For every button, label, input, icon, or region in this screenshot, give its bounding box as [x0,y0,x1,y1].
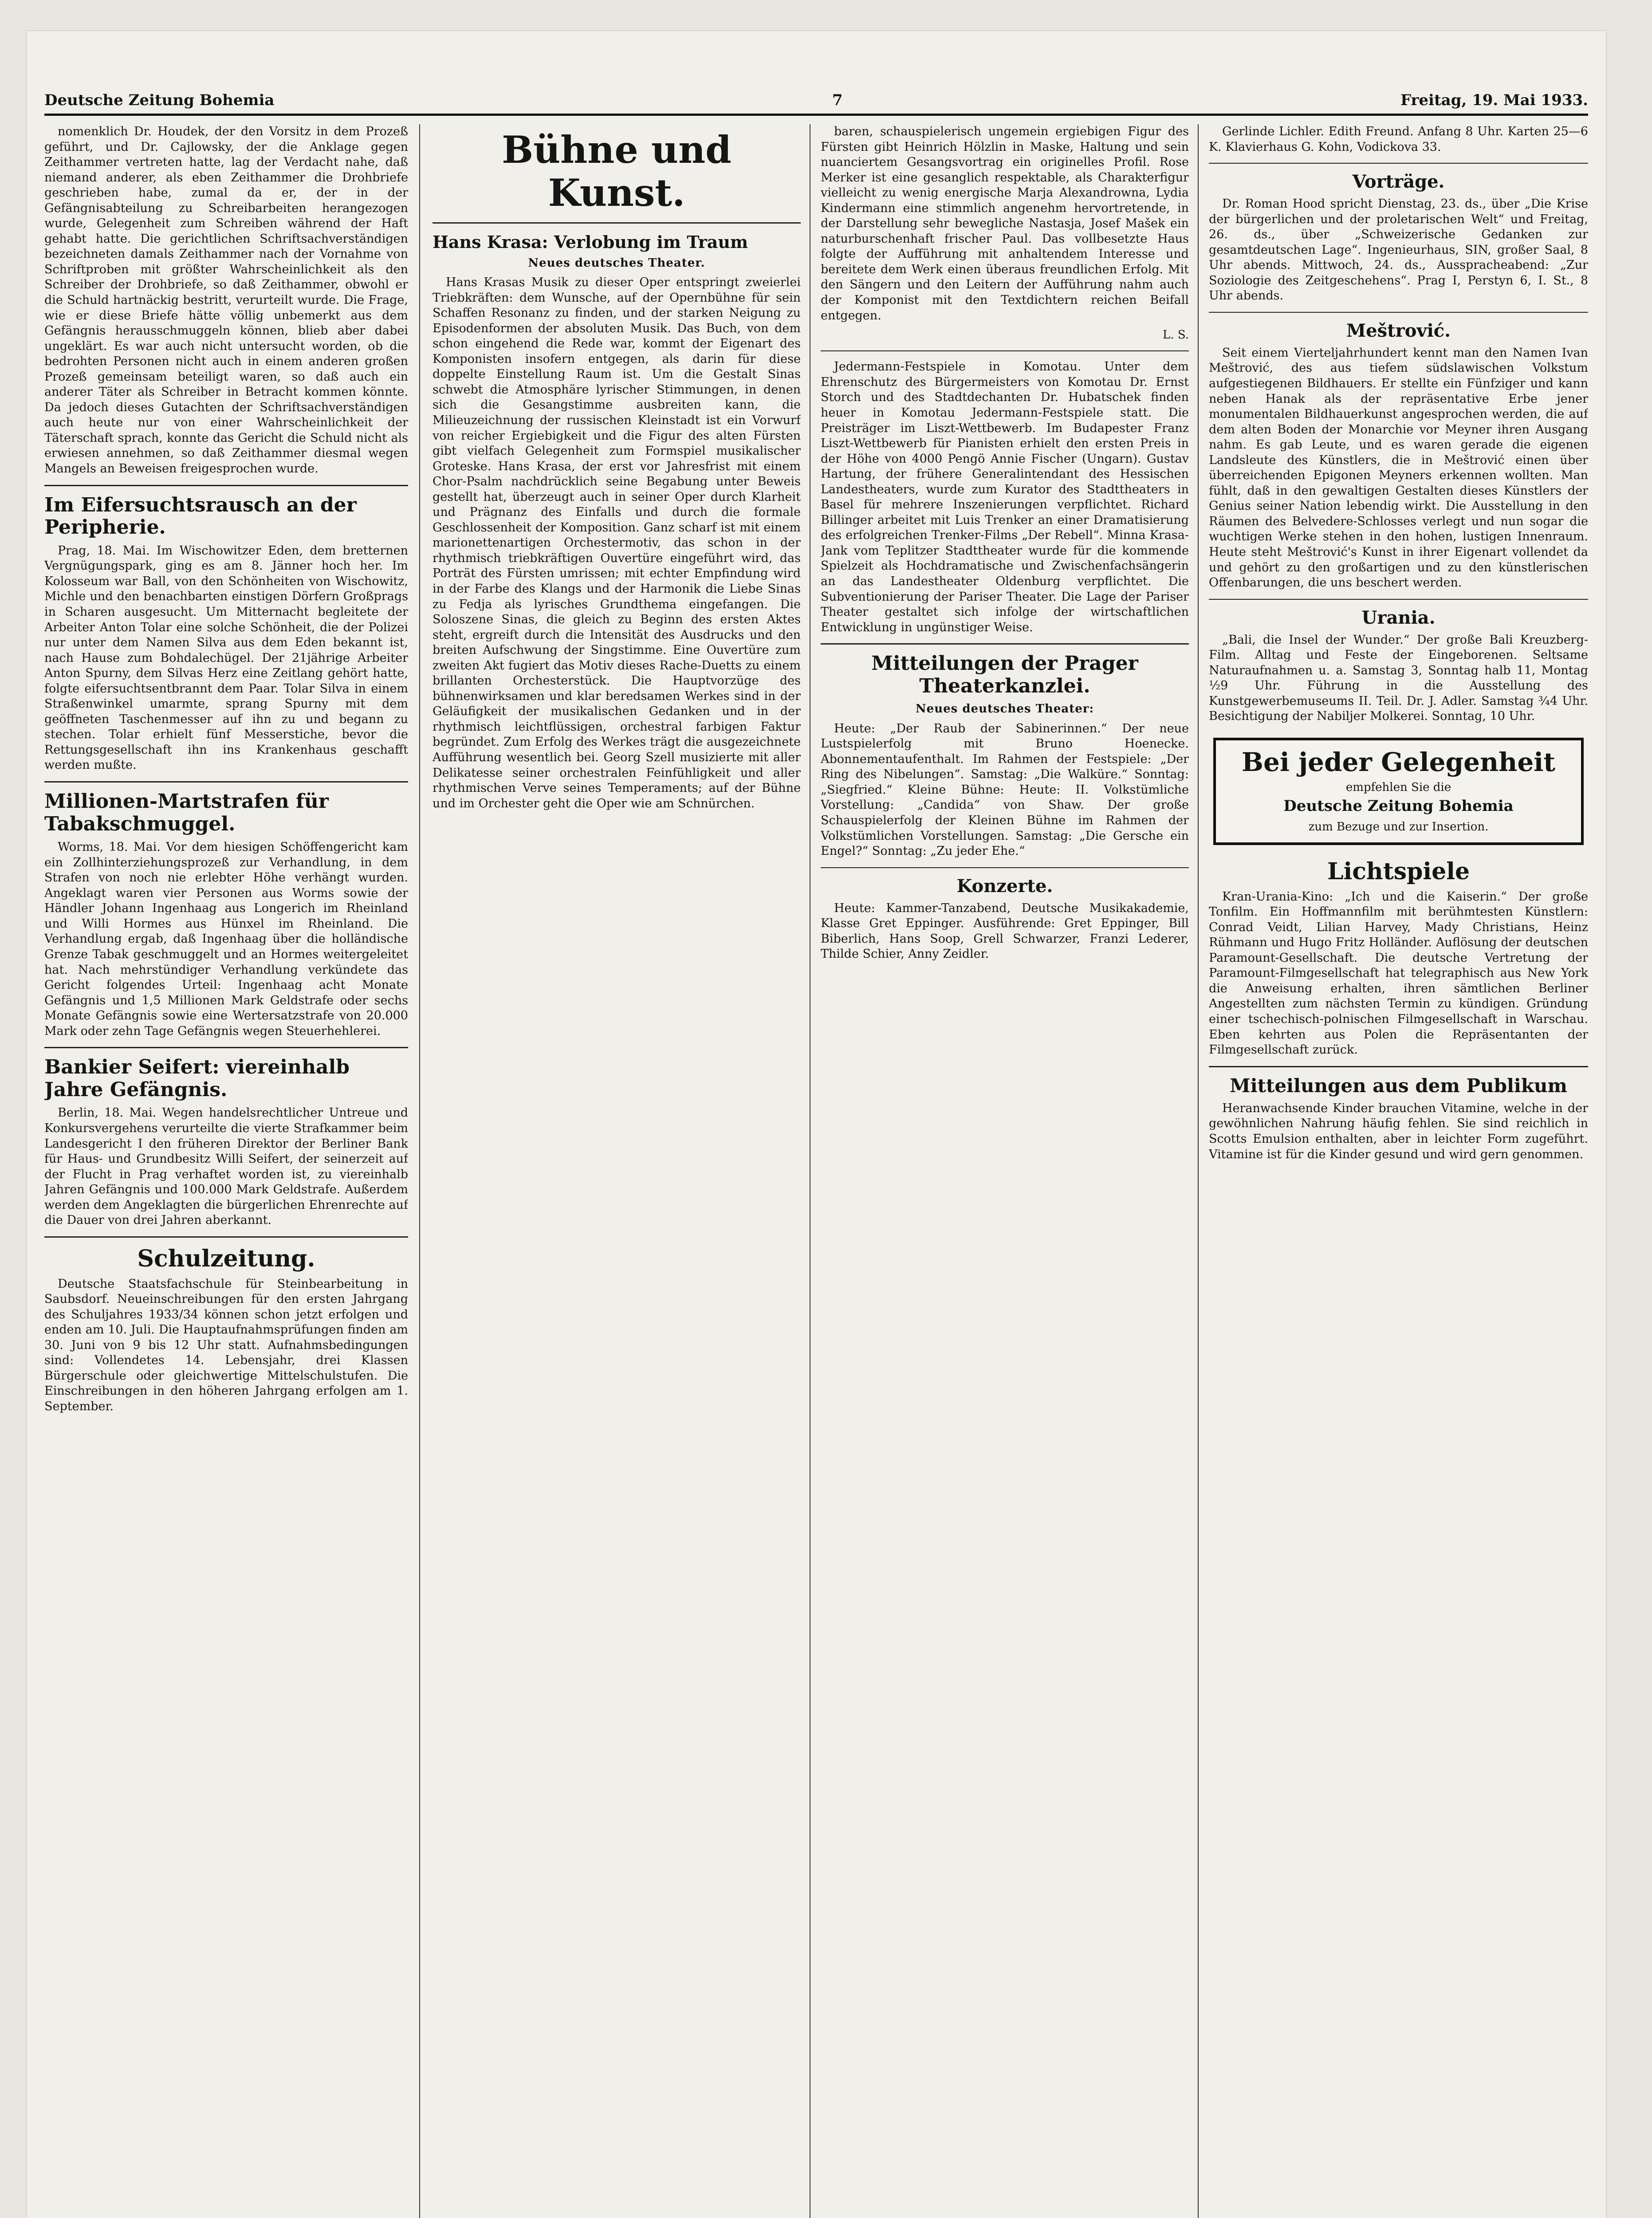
urania-body: „Bali, die Insel der Wunder.“ Der große Bali Kreuzberg-Film. Alltag und Feste der Eingeborenen. Seltsame Naturaufnahmen u. a. Samstag 3, Sonntag halb 11, Montag ½9 Uhr. Führung in die Ausstellung des Kunstgewerbemuseums II. Teil. Dr. J. Adler. Samstag ¾4 Uhr. Besichtigung der Nabiljer Molkerei. Sonntag, 10 Uhr. [1209,633,1588,724]
ad-brand: Deutsche Zeitung Bohemia [1283,797,1514,815]
section-title: Bühne und Kunst. [502,128,732,215]
theater-kicker: Neues deutsches Theater: [915,702,1094,716]
divider [44,1236,408,1238]
divider [433,222,801,224]
divider [44,781,408,783]
mestrovic-headline: Meštrović. [1346,320,1451,341]
talks-body: Dr. Roman Hood spricht Dienstag, 23. ds., über „Die Krise der bürgerlichen und der proletarischen Welt“ und Freitag, 26. ds., über „Schweizerische Gedanken zur gesamtdeutschen Lage“. Ingenieurhaus, SIN, großer Saal, 8 Uhr abends. Mittwoch, 24. ds., Ausspracheabend: „Zur Soziologie des Zeitgeschehens“. Prag I, Perstyn 6, I. St., 8 Uhr abends. [1209,197,1588,303]
column-rule [419,124,420,2218]
divider [1209,312,1588,313]
column-3 [821,124,1189,2218]
article-continuation: nomenklich Dr. Houdek, der den Vorsitz in dem Prozeß geführt, und Dr. Cajlowsky, der die Anklage gegen Zeithammer vertreten hatte, lag der Verdacht nahe, daß niemand anderer, als eben Zeithammer die Drohbriefe geschrieben habe, zumal da er, der in der Gefängnisabteilung zu Schreibarbeiten herangezogen wurde, Gelegenheit zum Schreiben während der Haft gehabt hatte. Die gerichtlichen Schriftsachverständigen bezeichneten damals Zeithammer nach der Vornahme von Schriftproben mit größter Wahrscheinlichkeit als den Schreiber der Drohbriefe, so daß Zeithammer, obwohl er die Schuld hartnäckig bestritt, verurteilt wurde. Die Frage, wie er diese Briefe hätte völlig unbemerkt aus dem Gefängnis herausschmuggeln können, blieb aber dabei ungeklärt. Es war auch nicht untersucht worden, ob die bedrohten Personen nicht auch in einem anderen großen Prozeß gemeinsam beteiligt waren, so daß auch ein anderer Täter als Schreiber in Betracht kommen könnte. Da jedoch dieses Gutachten der Schriftsachverständigen auch heute nur von einer Wahrscheinlichkeit der Täterschaft sprach, konnte das Gericht die Schuld nicht als erwiesen annehmen, so daß Zeithammer diesmal wegen Mangels an Beweisen freigesprochen wurde. [44,125,408,476]
article-body: Deutsche Staatsfachschule für Steinbearbeitung in Saubsdorf. Neueinschreibungen für den ersten Jahrgang des Schuljahres 1933/34 können schon jetzt erfolgen und enden am 10. Juli. Die Hauptaufnahmsprüfungen finden am 30. Juni von 9 bis 12 Uhr statt. Aufnahmsbedingungen sind: Vollendetes 14. Lebensjahr, drei Klassen Bürgerschule oder gleichwertige Mittelschulstufen. Die Einschreibungen in den höheren Jahrgang erfolgen am 1. September. [44,1277,408,1413]
issue-date: Freitag, 19. Mai 1933. [1400,91,1588,109]
public-headline: Mitteilungen aus dem Publikum [1230,1074,1567,1097]
article-headline: Millionen-Martstrafen für Tabakschmuggel. [44,790,329,835]
review-kicker: Neues deutsches Theater. [528,256,705,270]
column-1 [44,124,408,2218]
listing-text: Gerlinde Lichler. Edith Freund. Anfang 8 Uhr. Karten 25—6 K. Klavierhaus G. Kohn, Vodickova 33. [1209,125,1588,154]
newspaper-page [27,31,1606,2218]
divider [44,485,408,486]
article-body: Worms, 18. Mai. Vor dem hiesigen Schöffengericht kam ein Zollhinterziehungsprozeß zur Verhandlung, in dem Strafen von noch nie erlebter Höhe verhängt wurden. Angeklagt waren vier Personen aus Worms sowie der Händler Johann Ingenhaag aus Longerich im Rheinland und Willi Hormes aus Hünxel im Rheinland. Die Verhandlung ergab, daß Ingenhaag über die holländische Grenze Tabak geschmuggelt und an Hormes weitergeleitet hat. Nach mehrstündiger Verhandlung verkündete das Gericht folgendes Urteil: Ingenhaag acht Monate Gefängnis und 1,5 Millionen Mark Geldstrafe oder sechs Monate Gefängnis sowie eine Wertersatzstrafe von 20.000 Mark oder zehn Tage Gefängnis wegen Steuerhehlerei. [44,840,408,1038]
theater-program: Heute: „Der Raub der Sabinerinnen.“ Der neue Lustspielerfolg mit Bruno Hoenecke. Abonnementaufenthalt. Im Rahmen der Festspiele: „Der Ring des Nibelungen“. Samstag: „Die Walküre.“ Sonntag: „Siegfried.“ Kleine Bühne: Heute: II. Volkstümliche Vorstellung: „Candida“ von Shaw. Der große Schauspielerfolg der Kleinen Bühne im Rahmen der Volkstümlichen Vorstellungen. Samstag: „Die Gersche ein Engel?“ Sonntag: „Zu jeder Ehe.“ [821,721,1189,858]
column-2 [433,124,801,2218]
section-headline: Schulzeitung. [137,1245,315,1272]
advertisement [1213,738,1584,845]
public-body: Heranwachsende Kinder brauchen Vitamine, welche in der gewöhnlichen Nahrung häufig fehlen. Sie sind reichlich in Scotts Emulsion enthalten, aber in leichter Form zugeführt. Vitamine ist für die Kinder gesund und wird gern genommen. [1209,1101,1588,1161]
film-headline: Lichtspiele [1327,857,1470,885]
review-signature: L. S. [1163,328,1189,342]
page-number: 7 [832,91,843,109]
urania-headline: Urania. [1361,607,1436,628]
review-body: Hans Krasas Musik zu dieser Oper entspringt zweierlei Triebkräften: dem Wunsche, auf der Opernbühne für sein Schaffen Resonanz zu finden, und der starken Neigung zu Episodenformen der absoluten Musik. Das Buch, von dem schon eingehend die Rede war, kommt der Eigenart des Komponisten insofern entgegen, als darin für diese doppelte Einstellung Raum ist. Um die Gestalt Sinas schwebt die Atmosphäre lyrischer Stimmungen, in denen sich die Gesangstimme ausbreiten kann, die Milieuzeichnung der russischen Kleinstadt ist ein Vorwurf von reicher Ergiebigkeit und die Figur des alten Fürsten gibt vielfach Gelegenheit zum Formspiel musikalischer Groteske. Hans Krasa, der erst vor Jahresfrist mit einem Chor-Psalm nachdrücklich seine Begabung unter Beweis gestellt hat, überzeugt auch in seiner Oper durch Klarheit und Prägnanz des Einfalls und durch die formale Geschlossenheit der Komposition. Ganz scharf ist mit einem marionettenartigen Orchestermotiv, das schon in der rhythmisch triebkräftigen Ouvertüre eingeführt wird, das Porträt des Fürsten umrissen; mit echter Empfindung wird in der Farbe des Klangs und der Harmonik die Liebe Sinas zu Fedja als lyrisches Grundthema eingefangen. Die Soloszene Sinas, die gleich zu Beginn des ersten Aktes steht, ergreift durch die Intensität des Ausdrucks und den breiten Aufschwung der Singstimme. Eine Ouvertüre zum zweiten Akt fugiert das Motiv dieses Rache-Duetts zu einem brillanten Orchesterstück. Die Hauptvorzüge des bühnenwirksamen und klar beredsamen Werkes sind in der Geläufigkeit der musikalischen Gedanken und in der rhythmisch leichtflüssigen, orchestral farbigen Faktur begründet. Zum Erfolg des Werkes trägt die ausgezeichnete Aufführung wesentlich bei. Georg Szell musizierte mit aller Delikatesse seiner orchestralen Feinfühligkeit und aller rhythmischen Verve seines Temperaments; auf der Bühne und im Orchester geht die Oper wie am Schnürchen. [433,275,801,810]
divider [1209,1066,1588,1067]
article-headline: Im Eifersuchtsrausch an der Peripherie. [44,493,357,539]
theater-headline: Mitteilungen der Prager Theaterkanzlei. [871,652,1138,697]
article-body: Prag, 18. Mai. Im Wischowitzer Eden, dem bretternen Vergnügungspark, ging es am 8. Jänner hoch her. Im Kolosseum war Ball, von den Schönheiten von Wischowitz, Michle und den benachbarten einstigen Dörfern Großprags in Scharen ausgesucht. Um Mitternacht begleitete der Arbeiter Anton Tolar eine solche Schönheit, die der Polizei nur unter dem Namen Silva aus dem Eden bekannt ist, nach Hause zum Bohdalechügel. Der 21jährige Arbeiter Anton Spurny, dem Silvas Herz eine Zeitlang gehört hatte, folgte eifersuchtsentbrannt dem Paar. Tolar Silva in einem Straßenwinkel umarmte, sprang Spurny mit dem geöffneten Taschenmesser auf ihn zu und begann zu stechen. Tolar erhielt fünf Messerstiche, bevor die Rettungsgesellschaft ihn ins Krankenhaus geschafft werden mußte. [44,543,408,772]
divider [821,350,1189,351]
concerts-body: Heute: Kammer-Tanzabend, Deutsche Musikakademie, Klasse Gret Eppinger. Ausführende: Gret Eppinger, Bill Biberlich, Hans Soop, Grell Schwarzer, Franzi Lederer, Thilde Schier, Anny Zeidler. [821,901,1189,961]
divider [821,643,1189,645]
ad-headline: Bei jeder Gelegenheit [1241,747,1556,777]
paper-name: Deutsche Zeitung Bohemia [44,91,275,109]
divider [44,1047,408,1048]
culture-news: Jedermann-Festspiele in Komotau. Unter dem Ehrenschutz des Bürgermeisters von Komotau Dr. Ernst Storch und des Stadtdechanten Dr. Hubatschek finden heuer in Komotau Jedermann-Festspiele statt. Die Preisträger im Liszt-Wettbewerb. Im Budapester Franz Liszt-Wettbewerb für Pianisten erhielt den ersten Preis in der Höhe von 4000 Pengö Annie Fischer (Ungarn). Gustav Hartung, der frühere Generalintendant des Hessischen Landestheaters, wurde zum Kurator des Stadttheaters in Basel für mehrere Inszenierungen verpflichtet. Richard Billinger arbeitet mit Luis Trenker an einer Dramatisierung des erfolgreichen Trenker-Films „Der Rebell“. Minna Krasa-Jank vom Teplitzer Stadttheater wurde für die kommende Spielzeit als Hochdramatische und Zwischenfachsängerin an das Landestheater Oldenburg verpflichtet. Die Subventionierung der Pariser Theater. Die Lage der Pariser Theater gestaltet sich infolge der wirtschaftlichen Entwicklung in ungünstiger Weise. [821,360,1189,634]
review-continuation: baren, schauspielerisch ungemein ergiebigen Figur des Fürsten gibt Heinrich Hölzlin in Maske, Haltung und sein nuanciertem Gesangsvortrag ein originelles Profil. Rose Merker ist eine gesanglich respektable, als Charakterfigur vielleicht zu wenig energische Marja Alexandrowna, Lydia Kindermann eine stimmlich angenehm hervortretende, in der Darstellung sehr bewegliche Nastasja, Josef Mašek ein naturburschenhaft frischer Paul. Das vollbesetzte Haus folgte der Aufführung mit anhaltendem Interesse und bereitete dem Werk einen überaus freundlichen Erfolg. Mit den Sängern und den Leitern der Aufführung nahm auch der Komponist mit den Textdichtern reichen Beifall entgegen. [821,125,1189,322]
divider [821,867,1189,868]
article-body: Berlin, 18. Mai. Wegen handelsrechtlicher Untreue und Konkursvergehens verurteilte die vierte Strafkammer beim Landesgericht I den früheren Direktor der Berliner Bank für Haus- und Grundbesitz Willi Seifert, der seinerzeit auf der Flucht in Prag verhaftet worden ist, zu viereinhalb Jahren Gefängnis und 100.000 Mark Geldstrafe. Außerdem werden dem Angeklagten die bürgerlichen Ehrenrechte auf die Dauer von drei Jahren aberkannt. [44,1106,408,1227]
mestrovic-body: Seit einem Vierteljahrhundert kennt man den Namen Ivan Meštrović, des aus tiefem südslawischen Volkstum aufgestiegenen Bildhauers. Er stellte ein Fünfziger und kann neben Hanak als der repräsentative Erbe jener monumentalen Bildhauerkunst angesprochen werden, die auf dem alten Boden der Monarchie vor Meyner ihren Ausgang nahm. Es gab Leute, und es waren gerade die eigenen Landsleute des Künstlers, die in Meštrović einen über überreichenden Epigonen Meyners erkennen wollten. Man fühlt, daß in den gewaltigen Gestalten dieses Künstlers der Genius seiner Nation lebendig wirkt. Die Ausstellung in den Räumen des Belvedere-Schlosses verlegt und nun sogar die wuchtigen Werke stehen in den hohen, lustigen Innenraum. Heute steht Meštrović's Kunst in ihrer Eigenart vollendet da und gehört zu den großartigen und zu den künstlerischen Offenbarungen, die uns beschert werden. [1209,346,1588,590]
film-body: Kran-Urania-Kino: „Ich und die Kaiserin.“ Der große Tonfilm. Ein Hoffmannfilm mit berühmtesten Künstlern: Conrad Veidt, Lilian Harvey, Mady Christians, Heinz Rühmann und Hugo Fritz Holländer. Auflösung der deutschen Paramount-Gesellschaft. Die deutsche Vertretung der Paramount-Filmgesellschaft hat telegraphisch aus New York die Anweisung erhalten, ihren sämtlichen Berliner Angestellten zum nächsten Termin zu kündigen. Gründung einer tschechisch-polnischen Filmgesellschaft in Warschau. Eben kehrten aus Polen die Repräsentanten der Filmgesellschaft zurück. [1209,889,1588,1057]
review-headline: Hans Krasa: Verlobung im Traum [433,232,748,252]
masthead [44,84,1588,116]
divider [1209,599,1588,600]
concerts-headline: Konzerte. [956,875,1053,897]
ad-line: zum Bezuge und zur Insertion. [1308,820,1489,834]
ad-line: empfehlen Sie die [1345,780,1451,794]
column-4 [1209,124,1588,2218]
article-headline: Bankier Seifert: viereinhalb Jahre Gefängnis. [44,1056,350,1101]
column-rule [1198,124,1199,2218]
divider [1209,163,1588,164]
talks-headline: Vorträge. [1352,171,1445,193]
